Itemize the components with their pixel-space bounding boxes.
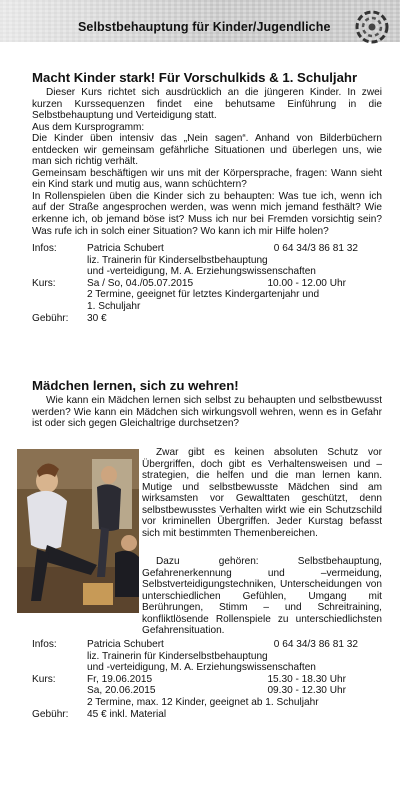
course-2 xyxy=(32,378,382,430)
course-2-details xyxy=(32,639,382,720)
kurs-time: 09.30 - 12.30 Uhr xyxy=(267,685,346,697)
trainer-phone: 0 64 34/3 86 81 32 xyxy=(273,639,358,650)
course-2-topics: Dazu gehören: Selbstbehauptung, Gefahrenerkennung und –vermeidung, Selbstverteidigungstechniken, Unterscheidungen von unterschiedlichen Gefühlen, Umgang mit Berührungen, Stimm – und Schreitraining, konfliktlösende Rollenspiele zu unterschiedlichsten Gefahrensituation. xyxy=(142,556,382,637)
trainer-role: und -verteidigung, M. A. Erziehungswissenschaften xyxy=(87,266,316,278)
course-2-info xyxy=(32,639,382,720)
infos-label: Infos: xyxy=(32,639,57,650)
fee-label: Gebühr: xyxy=(32,708,69,720)
kurs-note: 1. Schuljahr xyxy=(87,301,141,313)
kurs-time: 15.30 - 18.30 Uhr xyxy=(267,673,346,685)
fee-value: 45 € inkl. Material xyxy=(87,708,167,720)
course-1-title: Macht Kinder stark! Für Vorschulkids & 1. Schuljahr xyxy=(32,70,358,85)
trainer-role: liz. Trainerin für Kinderselbstbehauptung xyxy=(87,254,268,266)
trainer-phone: 0 64 34/3 86 81 32 xyxy=(273,243,358,255)
header-title: Selbstbehauptung für Kinder/Jugendliche xyxy=(78,20,331,34)
kurs-date: Sa, 20.06.2015 xyxy=(87,685,156,697)
course-1 xyxy=(32,70,382,324)
infos-label: Infos: xyxy=(32,243,57,255)
kurs-date: Sa / So, 04./05.07.2015 xyxy=(87,277,194,289)
fee-label: Gebühr: xyxy=(32,312,69,324)
course-1-info xyxy=(32,243,382,324)
trainer-role: und -verteidigung, M. A. Erziehungswissenschaften xyxy=(87,662,316,674)
course-1-paragraph: Aus dem Kursprogramm: xyxy=(32,121,145,133)
kurs-note: 2 Termine, max. 12 Kinder, geeignet ab 1. Schuljahr xyxy=(87,696,319,708)
course-2-wrap xyxy=(142,447,382,539)
course-2-intro: Wie kann ein Mädchen lernen sich selbst zu behaupten und selbstbewusst werden? Wie kann ein Mädchen sich wirkungsvoll wehren, wenn es in Gefahr ist oder sich gegen Gleichaltrige durchsetzen? xyxy=(32,395,382,430)
course-2-paragraph: Zwar gibt es keinen absoluten Schutz vor Übergriffen, doch gibt es Verhaltensweisen und –strategien, die helfen und die man lernen kann. Mutige und selbstbewusste Mädchen sind am wirksamsten vor Gewalttaten geschützt, denn selbstbewusstes Verhalten wirkt wie ein Schutzschild vor kriminellen Übergriffen. Jeder Kurstag befasst sich mit bestimmten Themenbereichen. xyxy=(142,447,382,539)
course-1-paragraph: Gemeinsam beschäftigen wir uns mit der Körpersprache, fragen: Wann sieht ein Kind stark und mutig aus, wann schüchtern? xyxy=(32,167,382,191)
course-2-title: Mädchen lernen, sich zu wehren! xyxy=(32,378,239,393)
kurs-date: Fr, 19.06.2015 xyxy=(87,673,153,685)
girls-self-defense-photo xyxy=(17,449,139,613)
course-1-paragraph: Die Kinder üben intensiv das „Nein sagen“. Anhand von Bilderbüchern entdecken wir gemeinsam gefährliche Situationen und überlegen uns, wie man sich richtig verhält. xyxy=(32,133,382,168)
kurs-label: Kurs: xyxy=(32,673,56,685)
header-bar xyxy=(0,0,400,42)
trainer-name: Patricia Schubert xyxy=(87,243,164,255)
kurs-note: 2 Termine, geeignet für letztes Kindergartenjahr und xyxy=(87,289,320,301)
fee-value: 30 € xyxy=(87,312,107,324)
course-2-wrap xyxy=(142,556,382,637)
circle-logo-icon xyxy=(354,9,390,45)
kurs-label: Kurs: xyxy=(32,277,56,289)
course-1-paragraph: In Rollenspielen üben die Kinder sich zu behaupten: Was tue ich, wenn ich auf der Straße angesprochen werden, was wenn mich jemand festhält? Wie erkenne ich, ob jemand böse ist? Muss ich nur bei Fremden vorsichtig sein? Was rufe ich in solch einer Situation? Wo kann ich mir Hilfe holen? xyxy=(32,190,382,237)
course-1-paragraph: Dieser Kurs richtet sich ausdrücklich an die jüngeren Kinder. In zwei kurzen Kurssequenzen findet eine behutsame Einführung in die Selbstbehauptung und Verteidigung statt. xyxy=(32,87,382,122)
trainer-role: liz. Trainerin für Kinderselbstbehauptung xyxy=(87,650,268,662)
kurs-time: 10.00 - 12.00 Uhr xyxy=(267,277,346,289)
trainer-name: Patricia Schubert xyxy=(87,639,164,650)
